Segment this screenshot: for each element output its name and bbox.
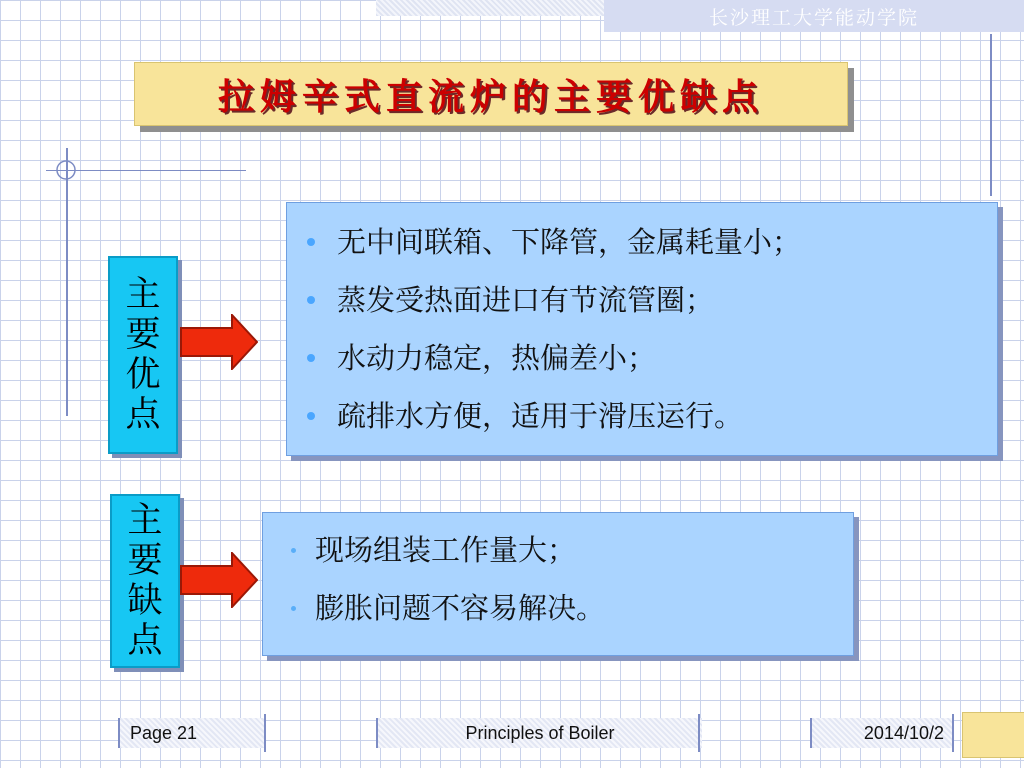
advantages-label-char: 点 xyxy=(125,395,161,435)
disadvantages-label-char: 要 xyxy=(127,541,163,581)
disadvantages-label xyxy=(110,494,180,668)
bullet-icon xyxy=(307,354,315,362)
slide-title: 拉姆辛式直流炉的主要优缺点 xyxy=(134,62,848,126)
footer-corner-block xyxy=(962,712,1024,758)
disadvantage-item: 现场组装工作量大； xyxy=(315,521,853,579)
advantage-item: 水动力稳定，热偏差小； xyxy=(337,329,997,387)
disadvantages-label-char: 缺 xyxy=(127,581,163,621)
advantages-label-char: 要 xyxy=(125,315,161,355)
footer-divider xyxy=(698,714,700,752)
footer-date: 2014/10/2 xyxy=(810,718,952,748)
advantages-label-char: 主 xyxy=(125,275,161,315)
crosshair-circle-icon xyxy=(54,158,78,182)
advantage-item: 疏排水方便，适用于滑压运行。 xyxy=(337,387,997,445)
footer-divider xyxy=(952,714,954,752)
advantages-label xyxy=(108,256,178,454)
right-arrow-icon xyxy=(180,552,258,608)
disadvantage-item: 膨胀问题不容易解决。 xyxy=(315,579,853,637)
advantage-item: 无中间联箱、下降管，金属耗量小； xyxy=(337,213,997,271)
advantages-box xyxy=(286,202,998,456)
left-vertical-line xyxy=(66,148,68,416)
advantage-item: 蒸发受热面进口有节流管圈； xyxy=(337,271,997,329)
header-school-name: 长沙理工大学能动学院 xyxy=(604,0,1024,32)
footer-page-number: Page 21 xyxy=(118,718,264,748)
bullet-icon xyxy=(307,296,315,304)
advantages-label-char: 优 xyxy=(125,355,161,395)
bullet-icon xyxy=(307,238,315,246)
disadvantages-box xyxy=(262,512,854,656)
disadvantages-label-char: 点 xyxy=(127,621,163,661)
bullet-icon xyxy=(291,548,296,553)
right-arrow-icon xyxy=(180,314,258,370)
bullet-icon xyxy=(307,412,315,420)
footer-divider xyxy=(264,714,266,752)
right-vertical-line xyxy=(990,34,992,196)
disadvantages-label-char: 主 xyxy=(127,501,163,541)
footer-course-title: Principles of Boiler xyxy=(376,718,702,748)
bullet-icon xyxy=(291,606,296,611)
